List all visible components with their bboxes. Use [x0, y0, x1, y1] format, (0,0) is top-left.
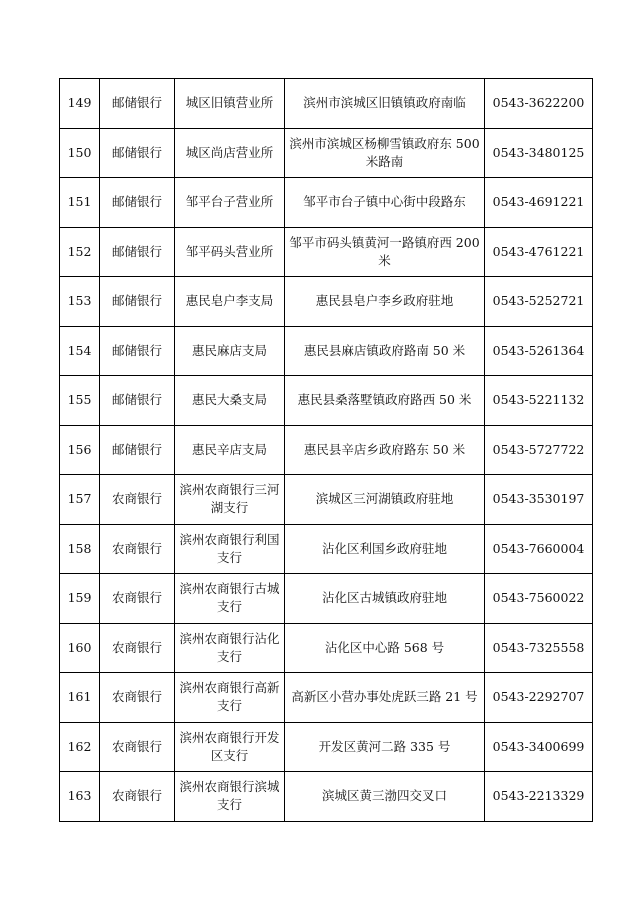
branch-name: 滨州农商银行三河湖支行	[175, 475, 285, 525]
bank-name: 农商银行	[100, 623, 175, 673]
branch-address: 滨州市滨城区杨柳雪镇政府东 500 米路南	[285, 128, 485, 178]
branch-address: 沾化区利国乡政府驻地	[285, 524, 485, 574]
table-row	[60, 79, 593, 129]
branch-address: 惠民县麻店镇政府路南 50 米	[285, 326, 485, 376]
row-number: 151	[60, 178, 100, 228]
bank-name: 农商银行	[100, 524, 175, 574]
row-number: 152	[60, 227, 100, 277]
phone-number: 0543-5252721	[485, 277, 593, 327]
phone-number: 0543-3622200	[485, 79, 593, 129]
table-row	[60, 574, 593, 624]
row-number: 156	[60, 425, 100, 475]
branch-address: 惠民县桑落墅镇政府路西 50 米	[285, 376, 485, 426]
outlet-table	[59, 78, 593, 822]
bank-name: 邮储银行	[100, 277, 175, 327]
branch-name: 城区旧镇营业所	[175, 79, 285, 129]
branch-address: 惠民县皂户李乡政府驻地	[285, 277, 485, 327]
table-row	[60, 178, 593, 228]
row-number: 159	[60, 574, 100, 624]
bank-name: 农商银行	[100, 772, 175, 822]
phone-number: 0543-7325558	[485, 623, 593, 673]
branch-name: 惠民辛店支局	[175, 425, 285, 475]
table-row	[60, 128, 593, 178]
branch-address: 高新区小营办事处虎跃三路 21 号	[285, 673, 485, 723]
table-row	[60, 326, 593, 376]
branch-name: 惠民麻店支局	[175, 326, 285, 376]
bank-name: 农商银行	[100, 574, 175, 624]
bank-name: 农商银行	[100, 475, 175, 525]
branch-name: 邹平台子营业所	[175, 178, 285, 228]
branch-name: 惠民大桑支局	[175, 376, 285, 426]
branch-name: 滨州农商银行利国支行	[175, 524, 285, 574]
row-number: 149	[60, 79, 100, 129]
row-number: 154	[60, 326, 100, 376]
branch-address: 沾化区古城镇政府驻地	[285, 574, 485, 624]
bank-name: 邮储银行	[100, 376, 175, 426]
row-number: 158	[60, 524, 100, 574]
branch-address: 滨州市滨城区旧镇镇政府南临	[285, 79, 485, 129]
phone-number: 0543-7660004	[485, 524, 593, 574]
bank-name: 农商银行	[100, 673, 175, 723]
row-number: 160	[60, 623, 100, 673]
phone-number: 0543-4691221	[485, 178, 593, 228]
table-row	[60, 524, 593, 574]
bank-name: 邮储银行	[100, 128, 175, 178]
branch-name: 滨州农商银行古城支行	[175, 574, 285, 624]
branch-address: 滨城区黄三渤四交叉口	[285, 772, 485, 822]
branch-name: 惠民皂户李支局	[175, 277, 285, 327]
row-number: 161	[60, 673, 100, 723]
table-row	[60, 772, 593, 822]
row-number: 163	[60, 772, 100, 822]
phone-number: 0543-2292707	[485, 673, 593, 723]
branch-name: 城区尚店营业所	[175, 128, 285, 178]
phone-number: 0543-4761221	[485, 227, 593, 277]
table-row	[60, 722, 593, 772]
phone-number: 0543-5727722	[485, 425, 593, 475]
table-row	[60, 227, 593, 277]
branch-name: 滨州农商银行开发区支行	[175, 722, 285, 772]
phone-number: 0543-2213329	[485, 772, 593, 822]
branch-name: 滨州农商银行沾化支行	[175, 623, 285, 673]
table-row	[60, 425, 593, 475]
branch-address: 惠民县辛店乡政府路东 50 米	[285, 425, 485, 475]
branch-address: 开发区黄河二路 335 号	[285, 722, 485, 772]
branch-address: 沾化区中心路 568 号	[285, 623, 485, 673]
bank-name: 邮储银行	[100, 425, 175, 475]
phone-number: 0543-5221132	[485, 376, 593, 426]
outlet-table-body	[60, 79, 593, 822]
table-row	[60, 673, 593, 723]
row-number: 153	[60, 277, 100, 327]
table-row	[60, 277, 593, 327]
bank-name: 农商银行	[100, 722, 175, 772]
phone-number: 0543-7560022	[485, 574, 593, 624]
bank-name: 邮储银行	[100, 79, 175, 129]
phone-number: 0543-3480125	[485, 128, 593, 178]
bank-name: 邮储银行	[100, 178, 175, 228]
phone-number: 0543-3530197	[485, 475, 593, 525]
branch-name: 邹平码头营业所	[175, 227, 285, 277]
table-row	[60, 475, 593, 525]
bank-name: 邮储银行	[100, 326, 175, 376]
table-row	[60, 623, 593, 673]
branch-address: 邹平市台子镇中心街中段路东	[285, 178, 485, 228]
row-number: 162	[60, 722, 100, 772]
branch-name: 滨州农商银行滨城支行	[175, 772, 285, 822]
branch-address: 滨城区三河湖镇政府驻地	[285, 475, 485, 525]
branch-address: 邹平市码头镇黄河一路镇府西 200 米	[285, 227, 485, 277]
branch-name: 滨州农商银行高新支行	[175, 673, 285, 723]
phone-number: 0543-5261364	[485, 326, 593, 376]
table-row	[60, 376, 593, 426]
row-number: 150	[60, 128, 100, 178]
row-number: 155	[60, 376, 100, 426]
bank-name: 邮储银行	[100, 227, 175, 277]
row-number: 157	[60, 475, 100, 525]
phone-number: 0543-3400699	[485, 722, 593, 772]
